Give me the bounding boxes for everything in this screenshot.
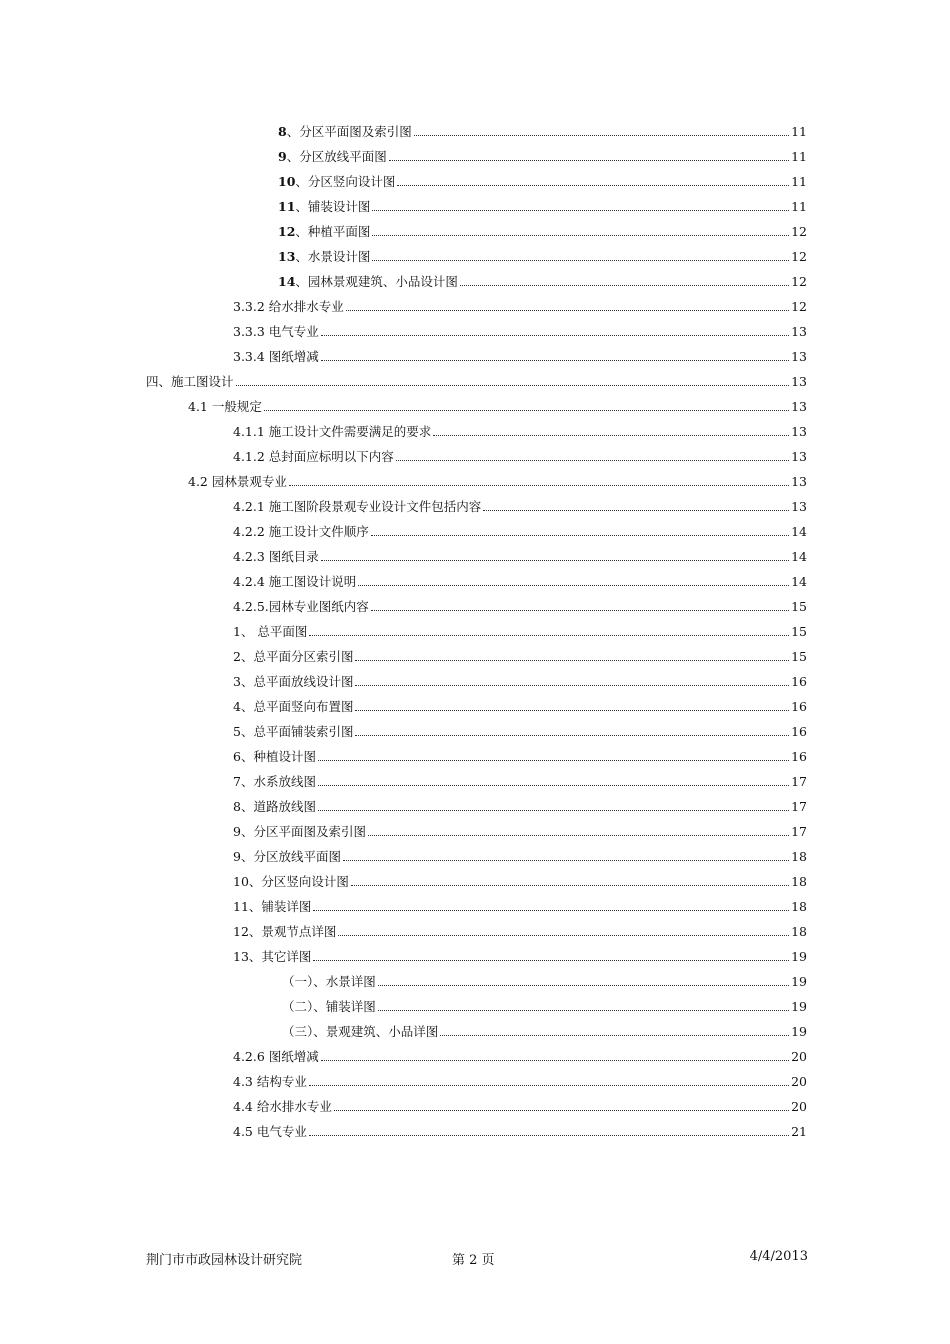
toc-leader-dots (372, 260, 789, 261)
toc-leader-dots (414, 135, 789, 136)
toc-entry[interactable] (233, 493, 807, 515)
toc-entry-label: 2、总平面分区索引图 (233, 649, 354, 664)
toc-page-number: 15 (791, 599, 807, 614)
toc-page-number: 13 (791, 474, 807, 489)
toc-entry-label: 9、分区放线平面图 (278, 149, 387, 164)
toc-page-number: 17 (791, 774, 807, 789)
toc-entry-label: （三）、景观建筑、小品详图 (282, 1024, 439, 1039)
toc-entry-label: 13、其它详图 (233, 949, 312, 964)
toc-entry[interactable] (233, 643, 807, 665)
toc-leader-dots (378, 1010, 789, 1011)
toc-leader-dots (313, 960, 789, 961)
toc-entry[interactable] (278, 143, 807, 165)
toc-entry[interactable] (233, 943, 807, 965)
toc-entry-label: 5、总平面铺装索引图 (233, 724, 354, 739)
toc-entry-label: 4.5 电气专业 (233, 1124, 307, 1139)
toc-page-number: 14 (791, 549, 807, 564)
toc-leader-dots (338, 935, 789, 936)
toc-page-number: 19 (791, 974, 807, 989)
toc-leader-dots (321, 1060, 789, 1061)
toc-leader-dots (389, 160, 789, 161)
toc-entry-label: 10、分区竖向设计图 (233, 874, 349, 889)
toc-entry[interactable] (278, 193, 807, 215)
toc-leader-dots (371, 535, 789, 536)
toc-entry-label: 四、施工图设计 (146, 374, 234, 389)
toc-entry[interactable] (233, 818, 807, 840)
toc-page-number: 13 (791, 349, 807, 364)
toc-page-number: 13 (791, 399, 807, 414)
toc-page-number: 13 (791, 424, 807, 439)
toc-leader-dots (264, 410, 789, 411)
toc-entry[interactable] (233, 893, 807, 915)
toc-leader-dots (355, 660, 789, 661)
toc-leader-dots (433, 435, 789, 436)
toc-leader-dots (358, 585, 789, 586)
toc-leader-dots (355, 735, 789, 736)
toc-entry[interactable] (233, 768, 807, 790)
toc-entry[interactable] (233, 743, 807, 765)
toc-entry[interactable] (233, 518, 807, 540)
toc-page-number: 12 (791, 299, 807, 314)
toc-entry[interactable] (188, 468, 807, 490)
page-footer (146, 1249, 808, 1267)
toc-leader-dots (460, 285, 789, 286)
toc-page-number: 17 (791, 799, 807, 814)
toc-page-number: 16 (791, 699, 807, 714)
toc-page-number: 11 (791, 149, 807, 164)
toc-entry[interactable] (233, 418, 807, 440)
toc-page-number: 14 (791, 524, 807, 539)
toc-leader-dots (371, 610, 789, 611)
toc-entry[interactable] (188, 393, 807, 415)
toc-entry-label: 7、水系放线图 (233, 774, 316, 789)
toc-page-number: 19 (791, 1024, 807, 1039)
toc-page-number: 18 (791, 899, 807, 914)
toc-page-number: 19 (791, 999, 807, 1014)
toc-entry[interactable] (278, 243, 807, 265)
toc-leader-dots (318, 760, 789, 761)
toc-entry[interactable] (233, 843, 807, 865)
toc-entry-label: 10、分区竖向设计图 (278, 174, 396, 189)
toc-entry-label: 12、景观节点详图 (233, 924, 337, 939)
toc-leader-dots (346, 310, 789, 311)
toc-leader-dots (334, 1110, 789, 1111)
toc-entry-label: 4.2.6 图纸增减 (233, 1049, 319, 1064)
toc-leader-dots (368, 835, 789, 836)
toc-leader-dots (396, 460, 789, 461)
toc-leader-dots (355, 710, 789, 711)
toc-entry-label: 4.2.1 施工图阶段景观专业设计文件包括内容 (233, 499, 482, 514)
toc-leader-dots (483, 510, 789, 511)
toc-entry[interactable] (278, 118, 807, 140)
toc-entry-label: 8、分区平面图及索引图 (278, 124, 412, 139)
toc-entry[interactable] (233, 793, 807, 815)
toc-leader-dots (289, 485, 789, 486)
toc-leader-dots (378, 985, 789, 986)
toc-leader-dots (309, 635, 789, 636)
footer-organization: 荆门市市政园林设计研究院 (146, 1253, 303, 1268)
toc-entry-label: 9、分区放线平面图 (233, 849, 341, 864)
toc-page-number: 14 (791, 574, 807, 589)
toc-leader-dots (351, 885, 789, 886)
toc-page-number: 16 (791, 724, 807, 739)
toc-entry[interactable] (233, 918, 807, 940)
toc-page-number: 13 (791, 499, 807, 514)
toc-leader-dots (343, 860, 789, 861)
toc-entry[interactable] (233, 718, 807, 740)
toc-page-number: 11 (791, 174, 807, 189)
footer-page-number: 第 2 页 (452, 1253, 495, 1268)
toc-entry-label: 4.2.5.园林专业图纸内容 (233, 599, 369, 614)
toc-entry[interactable] (278, 168, 807, 190)
toc-entry-label: 9、分区平面图及索引图 (233, 824, 366, 839)
toc-page-number: 18 (791, 924, 807, 939)
toc-page-number: 15 (791, 649, 807, 664)
toc-leader-dots (321, 335, 789, 336)
toc-entry-label: 11、铺装设计图 (278, 199, 371, 214)
toc-entry[interactable] (233, 868, 807, 890)
toc-entry[interactable] (233, 618, 807, 640)
footer-date: 4/4/2013 (749, 1249, 808, 1264)
toc-page-number: 13 (791, 324, 807, 339)
toc-page-number: 12 (791, 224, 807, 239)
toc-page-number: 17 (791, 824, 807, 839)
toc-entry[interactable] (233, 1093, 807, 1115)
toc-leader-dots (372, 210, 789, 211)
toc-page-number: 16 (791, 674, 807, 689)
toc-entry-label: 4.2.3 图纸目录 (233, 549, 319, 564)
toc-entry-label: 3.3.3 电气专业 (233, 324, 319, 339)
toc-leader-dots (355, 685, 789, 686)
toc-leader-dots (440, 1035, 789, 1036)
toc-page-number: 13 (791, 374, 807, 389)
toc-page-number: 11 (791, 124, 807, 139)
toc-entry[interactable] (233, 693, 807, 715)
toc-entry[interactable] (233, 1043, 807, 1065)
toc-entry-label: 1、 总平面图 (233, 624, 308, 639)
toc-page-number: 15 (791, 624, 807, 639)
toc-entry-label: 4.1.2 总封面应标明以下内容 (233, 449, 394, 464)
toc-leader-dots (372, 235, 789, 236)
toc-leader-dots (236, 385, 790, 386)
toc-page-number: 13 (791, 449, 807, 464)
toc-entry[interactable] (233, 1118, 807, 1140)
toc-page-number: 18 (791, 849, 807, 864)
toc-leader-dots (318, 785, 789, 786)
toc-entry-label: 4、总平面竖向布置图 (233, 699, 354, 714)
toc-entry[interactable] (233, 293, 807, 315)
toc-page-number: 20 (791, 1074, 807, 1089)
toc-entry[interactable] (278, 268, 807, 290)
toc-entry[interactable] (233, 593, 807, 615)
toc-page-number: 12 (791, 249, 807, 264)
toc-entry-label: （一）、水景详图 (282, 974, 376, 989)
toc-entry-label: 4.2.2 施工设计文件顺序 (233, 524, 369, 539)
toc-leader-dots (321, 560, 789, 561)
toc-entry[interactable] (233, 568, 807, 590)
toc-leader-dots (397, 185, 789, 186)
toc-leader-dots (318, 810, 789, 811)
toc-entry[interactable] (282, 968, 807, 990)
toc-entry-label: 4.1 一般规定 (188, 399, 262, 414)
toc-page-number: 20 (791, 1099, 807, 1114)
toc-entry[interactable] (233, 668, 807, 690)
toc-entry-label: 3.3.4 图纸增减 (233, 349, 319, 364)
toc-page-number: 12 (791, 274, 807, 289)
toc-entry[interactable] (233, 318, 807, 340)
toc-page-number: 19 (791, 949, 807, 964)
toc-leader-dots (309, 1135, 789, 1136)
toc-entry-label: 4.2 园林景观专业 (188, 474, 287, 489)
toc-page-number: 21 (791, 1124, 807, 1139)
toc-entry-label: 3.3.2 给水排水专业 (233, 299, 344, 314)
toc-entry[interactable] (233, 1068, 807, 1090)
toc-entry[interactable] (278, 218, 807, 240)
toc-entry-label: 4.3 结构专业 (233, 1074, 307, 1089)
toc-entry-label: 3、总平面放线设计图 (233, 674, 354, 689)
toc-page-number: 11 (791, 199, 807, 214)
toc-entry-label: 4.1.1 施工设计文件需要满足的要求 (233, 424, 432, 439)
toc-entry[interactable] (282, 1018, 807, 1040)
toc-leader-dots (313, 910, 789, 911)
toc-entry-label: 11、铺装详图 (233, 899, 312, 914)
toc-entry-label: 6、种植设计图 (233, 749, 316, 764)
toc-entry-label: 13、水景设计图 (278, 249, 371, 264)
toc-entry-label: 14、园林景观建筑、小品设计图 (278, 274, 458, 289)
toc-page-number: 16 (791, 749, 807, 764)
toc-entry[interactable] (282, 993, 807, 1015)
toc-page-number: 18 (791, 874, 807, 889)
toc-leader-dots (321, 360, 789, 361)
toc-entry[interactable] (233, 343, 807, 365)
toc-entry[interactable] (233, 443, 807, 465)
toc-leader-dots (309, 1085, 789, 1086)
toc-entry-label: （二）、铺装详图 (282, 999, 376, 1014)
toc-page-number: 20 (791, 1049, 807, 1064)
toc-entry-label: 4.2.4 施工图设计说明 (233, 574, 357, 589)
toc-entry-label: 8、道路放线图 (233, 799, 316, 814)
toc-entry[interactable] (233, 543, 807, 565)
toc-entry[interactable] (146, 368, 807, 390)
toc-entry-label: 4.4 给水排水专业 (233, 1099, 332, 1114)
toc-entry-label: 12、种植平面图 (278, 224, 371, 239)
